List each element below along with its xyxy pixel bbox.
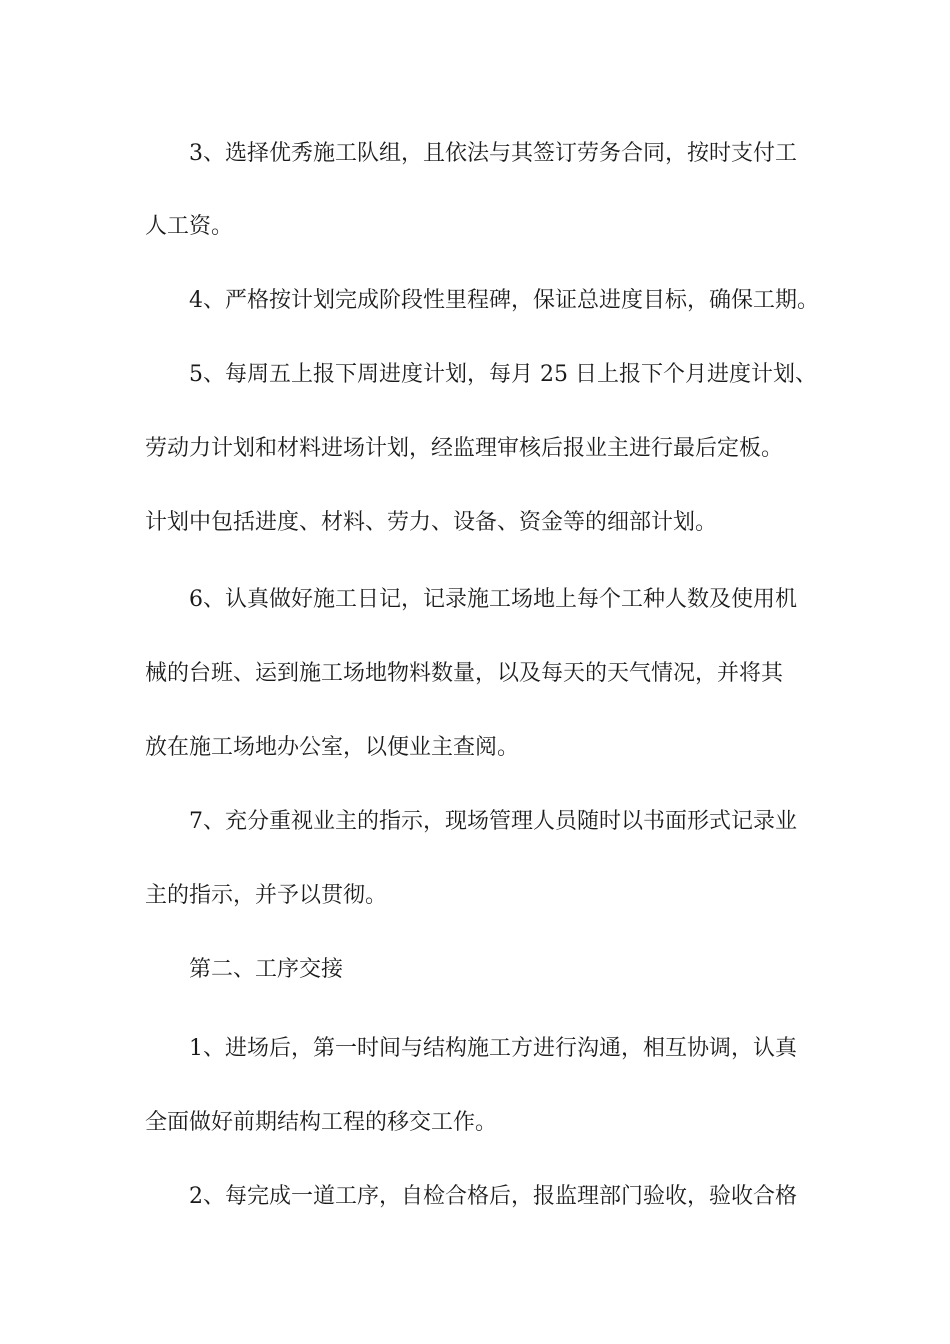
paragraph-line: 7、充分重视业主的指示，现场管理人员随时以书面形式记录业	[189, 809, 797, 834]
paragraph-line: 5、每周五上报下周进度计划，每月 25 日上报下个月进度计划、	[189, 362, 817, 387]
section-heading: 第二、工序交接	[189, 957, 344, 982]
paragraph-line: 2、每完成一道工序，自检合格后，报监理部门验收，验收合格	[189, 1184, 797, 1209]
paragraph-line: 4、严格按计划完成阶段性里程碑，保证总进度目标，确保工期。	[189, 288, 819, 313]
paragraph-line: 6、认真做好施工日记，记录施工场地上每个工种人数及使用机	[189, 587, 797, 612]
paragraph-line: 人工资。	[145, 214, 234, 239]
paragraph-line: 1、进场后，第一时间与结构施工方进行沟通，相互协调，认真	[189, 1036, 797, 1061]
paragraph-line: 全面做好前期结构工程的移交工作。	[145, 1110, 498, 1135]
paragraph-line: 计划中包括进度、材料、劳力、设备、资金等的细部计划。	[145, 510, 718, 535]
paragraph-line: 械的台班、运到施工场地物料数量，以及每天的天气情况，并将其	[145, 661, 784, 686]
paragraph-line: 3、选择优秀施工队组，且依法与其签订劳务合同，按时支付工	[189, 141, 797, 166]
paragraph-line: 劳动力计划和材料进场计划，经监理审核后报业主进行最后定板。	[145, 436, 784, 461]
paragraph-line: 放在施工场地办公室，以便业主查阅。	[145, 735, 520, 760]
paragraph-line: 主的指示，并予以贯彻。	[145, 883, 388, 908]
